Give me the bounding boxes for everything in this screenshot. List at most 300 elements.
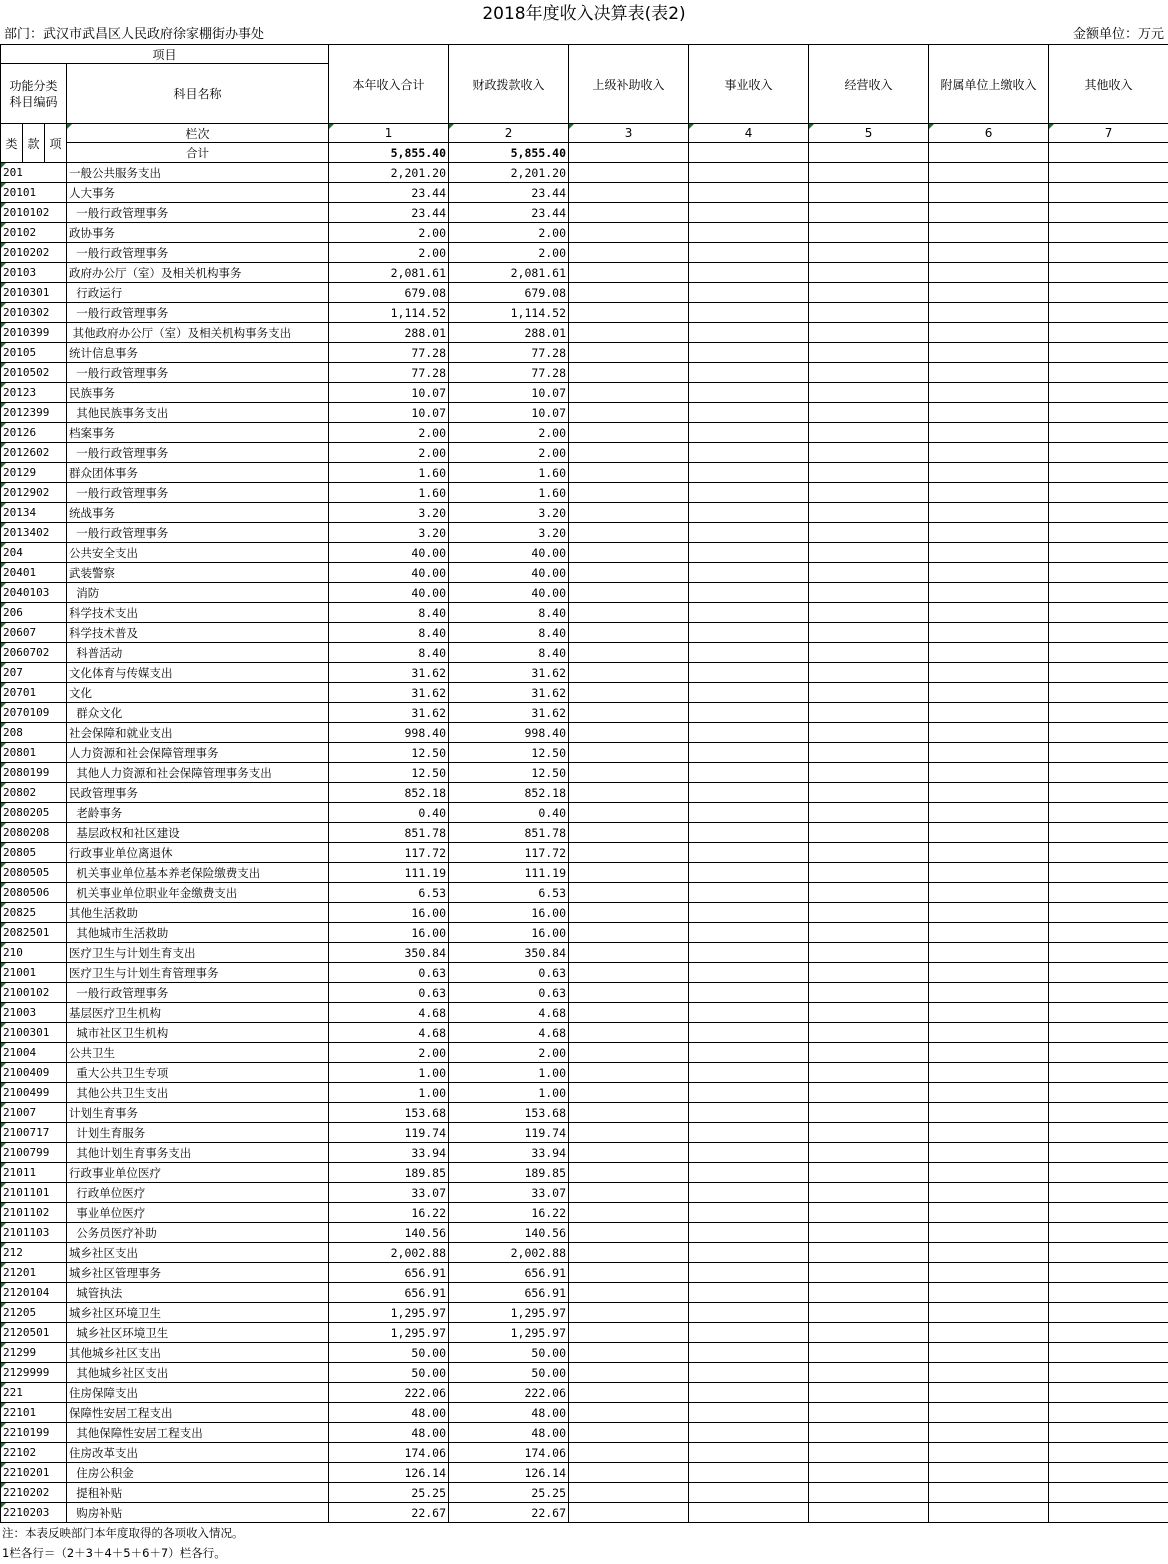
row-c1: 119.74 — [329, 1123, 449, 1143]
row-c4 — [689, 703, 809, 723]
row-c4 — [689, 1143, 809, 1163]
table-row — [1, 1303, 1168, 1323]
row-c6 — [929, 303, 1049, 323]
table-row — [1, 223, 1168, 243]
row-c7 — [1049, 343, 1168, 363]
row-name: 城乡社区管理事务 — [67, 1263, 329, 1283]
row-code: 20134 — [1, 503, 67, 523]
row-c1: 16.00 — [329, 923, 449, 943]
row-c6 — [929, 1383, 1049, 1403]
col-num-7: 7 — [1049, 124, 1168, 143]
row-c1: 111.19 — [329, 863, 449, 883]
table-row — [1, 1023, 1168, 1043]
row-name: 基层政权和社区建设 — [67, 823, 329, 843]
row-c1: 8.40 — [329, 603, 449, 623]
row-c4 — [689, 323, 809, 343]
row-c4 — [689, 443, 809, 463]
row-c3 — [569, 1023, 689, 1043]
row-c7 — [1049, 523, 1168, 543]
row-c6 — [929, 883, 1049, 903]
row-code: 2101102 — [1, 1203, 67, 1223]
header-col-6: 附属单位上缴收入 — [929, 45, 1049, 124]
row-c1: 679.08 — [329, 283, 449, 303]
row-c3 — [569, 683, 689, 703]
row-c7 — [1049, 723, 1168, 743]
row-code: 2080506 — [1, 883, 67, 903]
row-c3 — [569, 883, 689, 903]
row-name: 医疗卫生与计划生育管理事务 — [67, 963, 329, 983]
row-c1: 851.78 — [329, 823, 449, 843]
row-c4 — [689, 863, 809, 883]
row-code: 21011 — [1, 1163, 67, 1183]
row-c3 — [569, 403, 689, 423]
row-c7 — [1049, 303, 1168, 323]
row-code: 2080208 — [1, 823, 67, 843]
row-c4 — [689, 1443, 809, 1463]
row-c2: 189.85 — [449, 1163, 569, 1183]
row-c1: 288.01 — [329, 323, 449, 343]
row-c2: 12.50 — [449, 743, 569, 763]
row-c6 — [929, 643, 1049, 663]
row-c5 — [809, 603, 929, 623]
row-c7 — [1049, 1243, 1168, 1263]
row-c3 — [569, 443, 689, 463]
row-c5 — [809, 1303, 929, 1323]
row-c2: 8.40 — [449, 603, 569, 623]
row-name: 人大事务 — [67, 183, 329, 203]
row-name: 城管执法 — [67, 1283, 329, 1303]
row-c1: 0.40 — [329, 803, 449, 823]
row-c5 — [809, 723, 929, 743]
row-c7 — [1049, 663, 1168, 683]
row-c6 — [929, 623, 1049, 643]
unit-label: 金额单位：万元 — [1072, 27, 1164, 42]
row-c5 — [809, 1263, 929, 1283]
row-c6 — [929, 183, 1049, 203]
row-c2: 10.07 — [449, 403, 569, 423]
row-c2: 50.00 — [449, 1363, 569, 1383]
row-c3 — [569, 823, 689, 843]
row-c4 — [689, 1263, 809, 1283]
row-c3 — [569, 1463, 689, 1483]
table-row — [1, 543, 1168, 563]
row-code: 20802 — [1, 783, 67, 803]
row-code: 22102 — [1, 1443, 67, 1463]
row-c3 — [569, 663, 689, 683]
row-c1: 1,295.97 — [329, 1303, 449, 1323]
table-row — [1, 1043, 1168, 1063]
row-c6 — [929, 283, 1049, 303]
row-c4 — [689, 363, 809, 383]
row-c5 — [809, 323, 929, 343]
row-c3 — [569, 903, 689, 923]
row-c1: 2,081.61 — [329, 263, 449, 283]
row-c7 — [1049, 503, 1168, 523]
row-c2: 16.00 — [449, 923, 569, 943]
row-name: 其他城乡社区支出 — [67, 1343, 329, 1363]
header-func-code: 功能分类科目编码 — [1, 64, 67, 124]
row-c4 — [689, 923, 809, 943]
row-c2: 2.00 — [449, 423, 569, 443]
row-name: 城乡社区环境卫生 — [67, 1303, 329, 1323]
row-c6 — [929, 823, 1049, 843]
row-c4 — [689, 1203, 809, 1223]
total-c7 — [1049, 143, 1168, 163]
row-name: 政府办公厅（室）及相关机构事务 — [67, 263, 329, 283]
row-c6 — [929, 1103, 1049, 1123]
row-c1: 852.18 — [329, 783, 449, 803]
row-c3 — [569, 843, 689, 863]
row-c5 — [809, 1363, 929, 1383]
total-row — [1, 143, 1168, 163]
row-c7 — [1049, 423, 1168, 443]
row-c3 — [569, 723, 689, 743]
table-row — [1, 423, 1168, 443]
table-row — [1, 203, 1168, 223]
row-c7 — [1049, 223, 1168, 243]
row-c7 — [1049, 323, 1168, 343]
row-code: 2100102 — [1, 983, 67, 1003]
row-c6 — [929, 1483, 1049, 1503]
row-c7 — [1049, 943, 1168, 963]
row-name: 其他计划生育事务支出 — [67, 1143, 329, 1163]
row-code: 201 — [1, 163, 67, 183]
row-c2: 33.07 — [449, 1183, 569, 1203]
row-name: 统战事务 — [67, 503, 329, 523]
table-row — [1, 643, 1168, 663]
row-c5 — [809, 1003, 929, 1023]
row-c5 — [809, 763, 929, 783]
row-c4 — [689, 183, 809, 203]
row-c3 — [569, 1443, 689, 1463]
row-c7 — [1049, 683, 1168, 703]
row-c5 — [809, 463, 929, 483]
header-subject-name: 科目名称 — [67, 64, 329, 124]
header-lanci: 栏次 — [67, 124, 329, 143]
row-c7 — [1049, 1163, 1168, 1183]
row-c2: 288.01 — [449, 323, 569, 343]
row-c4 — [689, 723, 809, 743]
row-c7 — [1049, 583, 1168, 603]
row-c7 — [1049, 443, 1168, 463]
row-c2: 2.00 — [449, 1043, 569, 1063]
row-code: 2080505 — [1, 863, 67, 883]
table-row — [1, 563, 1168, 583]
row-c6 — [929, 243, 1049, 263]
table-row — [1, 823, 1168, 843]
row-c2: 2.00 — [449, 223, 569, 243]
row-c5 — [809, 823, 929, 843]
row-c5 — [809, 883, 929, 903]
row-c6 — [929, 463, 1049, 483]
row-c5 — [809, 1323, 929, 1343]
row-c4 — [689, 1083, 809, 1103]
col-num-3: 3 — [569, 124, 689, 143]
table-row — [1, 1403, 1168, 1423]
table-row — [1, 663, 1168, 683]
total-c1: 5,855.40 — [329, 143, 449, 163]
row-code: 2100409 — [1, 1063, 67, 1083]
row-c5 — [809, 243, 929, 263]
row-c7 — [1049, 1303, 1168, 1323]
row-c5 — [809, 963, 929, 983]
note-1: 注：本表反映部门本年度取得的各项收入情况。 — [2, 1526, 244, 1540]
row-code: 2010301 — [1, 283, 67, 303]
row-c2: 10.07 — [449, 383, 569, 403]
table-row — [1, 1463, 1168, 1483]
row-c3 — [569, 943, 689, 963]
row-c5 — [809, 943, 929, 963]
row-code: 2010502 — [1, 363, 67, 383]
row-c4 — [689, 263, 809, 283]
row-c3 — [569, 1323, 689, 1343]
table-row — [1, 1283, 1168, 1303]
row-c6 — [929, 1163, 1049, 1183]
row-c6 — [929, 503, 1049, 523]
row-c4 — [689, 1483, 809, 1503]
row-c4 — [689, 943, 809, 963]
row-c3 — [569, 423, 689, 443]
col-num-1: 1 — [329, 124, 449, 143]
row-c2: 3.20 — [449, 523, 569, 543]
row-c6 — [929, 1403, 1049, 1423]
row-code: 20105 — [1, 343, 67, 363]
row-c2: 679.08 — [449, 283, 569, 303]
row-c7 — [1049, 843, 1168, 863]
table-row — [1, 503, 1168, 523]
row-c5 — [809, 1083, 929, 1103]
row-c1: 998.40 — [329, 723, 449, 743]
table-row — [1, 1063, 1168, 1083]
row-c1: 656.91 — [329, 1283, 449, 1303]
row-c4 — [689, 303, 809, 323]
row-c2: 2.00 — [449, 243, 569, 263]
row-c6 — [929, 683, 1049, 703]
row-name: 行政运行 — [67, 283, 329, 303]
row-c6 — [929, 943, 1049, 963]
row-c3 — [569, 223, 689, 243]
row-name: 重大公共卫生专项 — [67, 1063, 329, 1083]
table-row — [1, 343, 1168, 363]
row-name: 科学技术支出 — [67, 603, 329, 623]
row-c2: 2,081.61 — [449, 263, 569, 283]
col-num-2: 2 — [449, 124, 569, 143]
row-c5 — [809, 1183, 929, 1203]
row-c4 — [689, 543, 809, 563]
row-c6 — [929, 1083, 1049, 1103]
row-c2: 0.40 — [449, 803, 569, 823]
row-c1: 4.68 — [329, 1023, 449, 1043]
row-name: 其他城乡社区支出 — [67, 1363, 329, 1383]
row-c4 — [689, 1003, 809, 1023]
row-c2: 48.00 — [449, 1403, 569, 1423]
row-c2: 998.40 — [449, 723, 569, 743]
row-c4 — [689, 1183, 809, 1203]
row-c5 — [809, 743, 929, 763]
row-c3 — [569, 703, 689, 723]
row-c4 — [689, 1103, 809, 1123]
row-c7 — [1049, 1203, 1168, 1223]
row-name: 公共卫生 — [67, 1043, 329, 1063]
row-c6 — [929, 523, 1049, 543]
table-row — [1, 1483, 1168, 1503]
row-name: 群众文化 — [67, 703, 329, 723]
row-c4 — [689, 403, 809, 423]
row-c7 — [1049, 1083, 1168, 1103]
row-c7 — [1049, 623, 1168, 643]
row-c7 — [1049, 863, 1168, 883]
row-c6 — [929, 1143, 1049, 1163]
table-row — [1, 263, 1168, 283]
row-c5 — [809, 1163, 929, 1183]
table-row — [1, 283, 1168, 303]
row-c1: 153.68 — [329, 1103, 449, 1123]
row-c2: 77.28 — [449, 343, 569, 363]
row-c4 — [689, 963, 809, 983]
row-c5 — [809, 523, 929, 543]
row-code: 204 — [1, 543, 67, 563]
row-code: 2101103 — [1, 1223, 67, 1243]
row-c1: 2.00 — [329, 443, 449, 463]
row-c3 — [569, 983, 689, 1003]
row-name: 计划生育服务 — [67, 1123, 329, 1143]
row-c6 — [929, 923, 1049, 943]
row-name: 一般行政管理事务 — [67, 243, 329, 263]
row-c6 — [929, 903, 1049, 923]
row-name: 医疗卫生与计划生育支出 — [67, 943, 329, 963]
row-name: 一般行政管理事务 — [67, 203, 329, 223]
row-c1: 16.00 — [329, 903, 449, 923]
row-c7 — [1049, 263, 1168, 283]
row-c2: 33.94 — [449, 1143, 569, 1163]
row-c6 — [929, 1283, 1049, 1303]
row-c7 — [1049, 1183, 1168, 1203]
row-c5 — [809, 183, 929, 203]
row-c4 — [689, 883, 809, 903]
total-c2: 5,855.40 — [449, 143, 569, 163]
row-c3 — [569, 1123, 689, 1143]
row-code: 20123 — [1, 383, 67, 403]
row-name: 一般公共服务支出 — [67, 163, 329, 183]
row-c2: 1,114.52 — [449, 303, 569, 323]
row-code: 20102 — [1, 223, 67, 243]
row-c1: 117.72 — [329, 843, 449, 863]
row-c6 — [929, 1003, 1049, 1023]
row-c5 — [809, 903, 929, 923]
row-code: 2129999 — [1, 1363, 67, 1383]
row-c1: 77.28 — [329, 363, 449, 383]
row-c7 — [1049, 1423, 1168, 1443]
row-c2: 16.22 — [449, 1203, 569, 1223]
row-c1: 6.53 — [329, 883, 449, 903]
row-c7 — [1049, 1403, 1168, 1423]
row-c4 — [689, 563, 809, 583]
row-name: 文化体育与传媒支出 — [67, 663, 329, 683]
table-row — [1, 1323, 1168, 1343]
row-c6 — [929, 843, 1049, 863]
row-c6 — [929, 1423, 1049, 1443]
table-row — [1, 523, 1168, 543]
row-c5 — [809, 563, 929, 583]
row-code: 20701 — [1, 683, 67, 703]
row-c7 — [1049, 1383, 1168, 1403]
row-c3 — [569, 1003, 689, 1023]
row-c1: 2.00 — [329, 243, 449, 263]
row-name: 一般行政管理事务 — [67, 443, 329, 463]
row-c7 — [1049, 763, 1168, 783]
row-name: 住房保障支出 — [67, 1383, 329, 1403]
row-c2: 656.91 — [449, 1263, 569, 1283]
table-row — [1, 1263, 1168, 1283]
row-c1: 40.00 — [329, 563, 449, 583]
row-c5 — [809, 163, 929, 183]
row-c5 — [809, 843, 929, 863]
row-code: 2012399 — [1, 403, 67, 423]
row-c5 — [809, 503, 929, 523]
row-c4 — [689, 423, 809, 443]
row-c6 — [929, 543, 1049, 563]
row-code: 2100717 — [1, 1123, 67, 1143]
row-c7 — [1049, 1103, 1168, 1123]
header-col-4: 事业收入 — [689, 45, 809, 124]
table-row — [1, 943, 1168, 963]
row-c1: 2,002.88 — [329, 1243, 449, 1263]
row-c3 — [569, 163, 689, 183]
row-c3 — [569, 463, 689, 483]
row-c2: 77.28 — [449, 363, 569, 383]
row-c2: 153.68 — [449, 1103, 569, 1123]
table-row — [1, 1383, 1168, 1403]
row-c7 — [1049, 823, 1168, 843]
row-c4 — [689, 383, 809, 403]
row-c6 — [929, 1063, 1049, 1083]
row-c6 — [929, 343, 1049, 363]
row-c2: 4.68 — [449, 1023, 569, 1043]
row-name: 其他保障性安居工程支出 — [67, 1423, 329, 1443]
row-c5 — [809, 623, 929, 643]
table-row — [1, 1243, 1168, 1263]
row-c3 — [569, 383, 689, 403]
table-row — [1, 1223, 1168, 1243]
row-name: 城市社区卫生机构 — [67, 1023, 329, 1043]
col-num-5: 5 — [809, 124, 929, 143]
row-c4 — [689, 503, 809, 523]
row-name: 科普活动 — [67, 643, 329, 663]
row-c3 — [569, 763, 689, 783]
row-c2: 12.50 — [449, 763, 569, 783]
row-c2: 23.44 — [449, 203, 569, 223]
row-code: 2100799 — [1, 1143, 67, 1163]
row-code: 20801 — [1, 743, 67, 763]
row-code: 2010102 — [1, 203, 67, 223]
row-c5 — [809, 803, 929, 823]
row-c2: 40.00 — [449, 583, 569, 603]
row-name: 事业单位医疗 — [67, 1203, 329, 1223]
table-row — [1, 623, 1168, 643]
row-c5 — [809, 343, 929, 363]
row-c1: 1.60 — [329, 483, 449, 503]
row-c1: 23.44 — [329, 183, 449, 203]
row-code: 20103 — [1, 263, 67, 283]
row-c7 — [1049, 783, 1168, 803]
row-code: 20101 — [1, 183, 67, 203]
row-code: 2060702 — [1, 643, 67, 663]
row-c6 — [929, 703, 1049, 723]
row-c1: 50.00 — [329, 1363, 449, 1383]
row-name: 其他人力资源和社会保障管理事务支出 — [67, 763, 329, 783]
row-c6 — [929, 163, 1049, 183]
row-c7 — [1049, 403, 1168, 423]
